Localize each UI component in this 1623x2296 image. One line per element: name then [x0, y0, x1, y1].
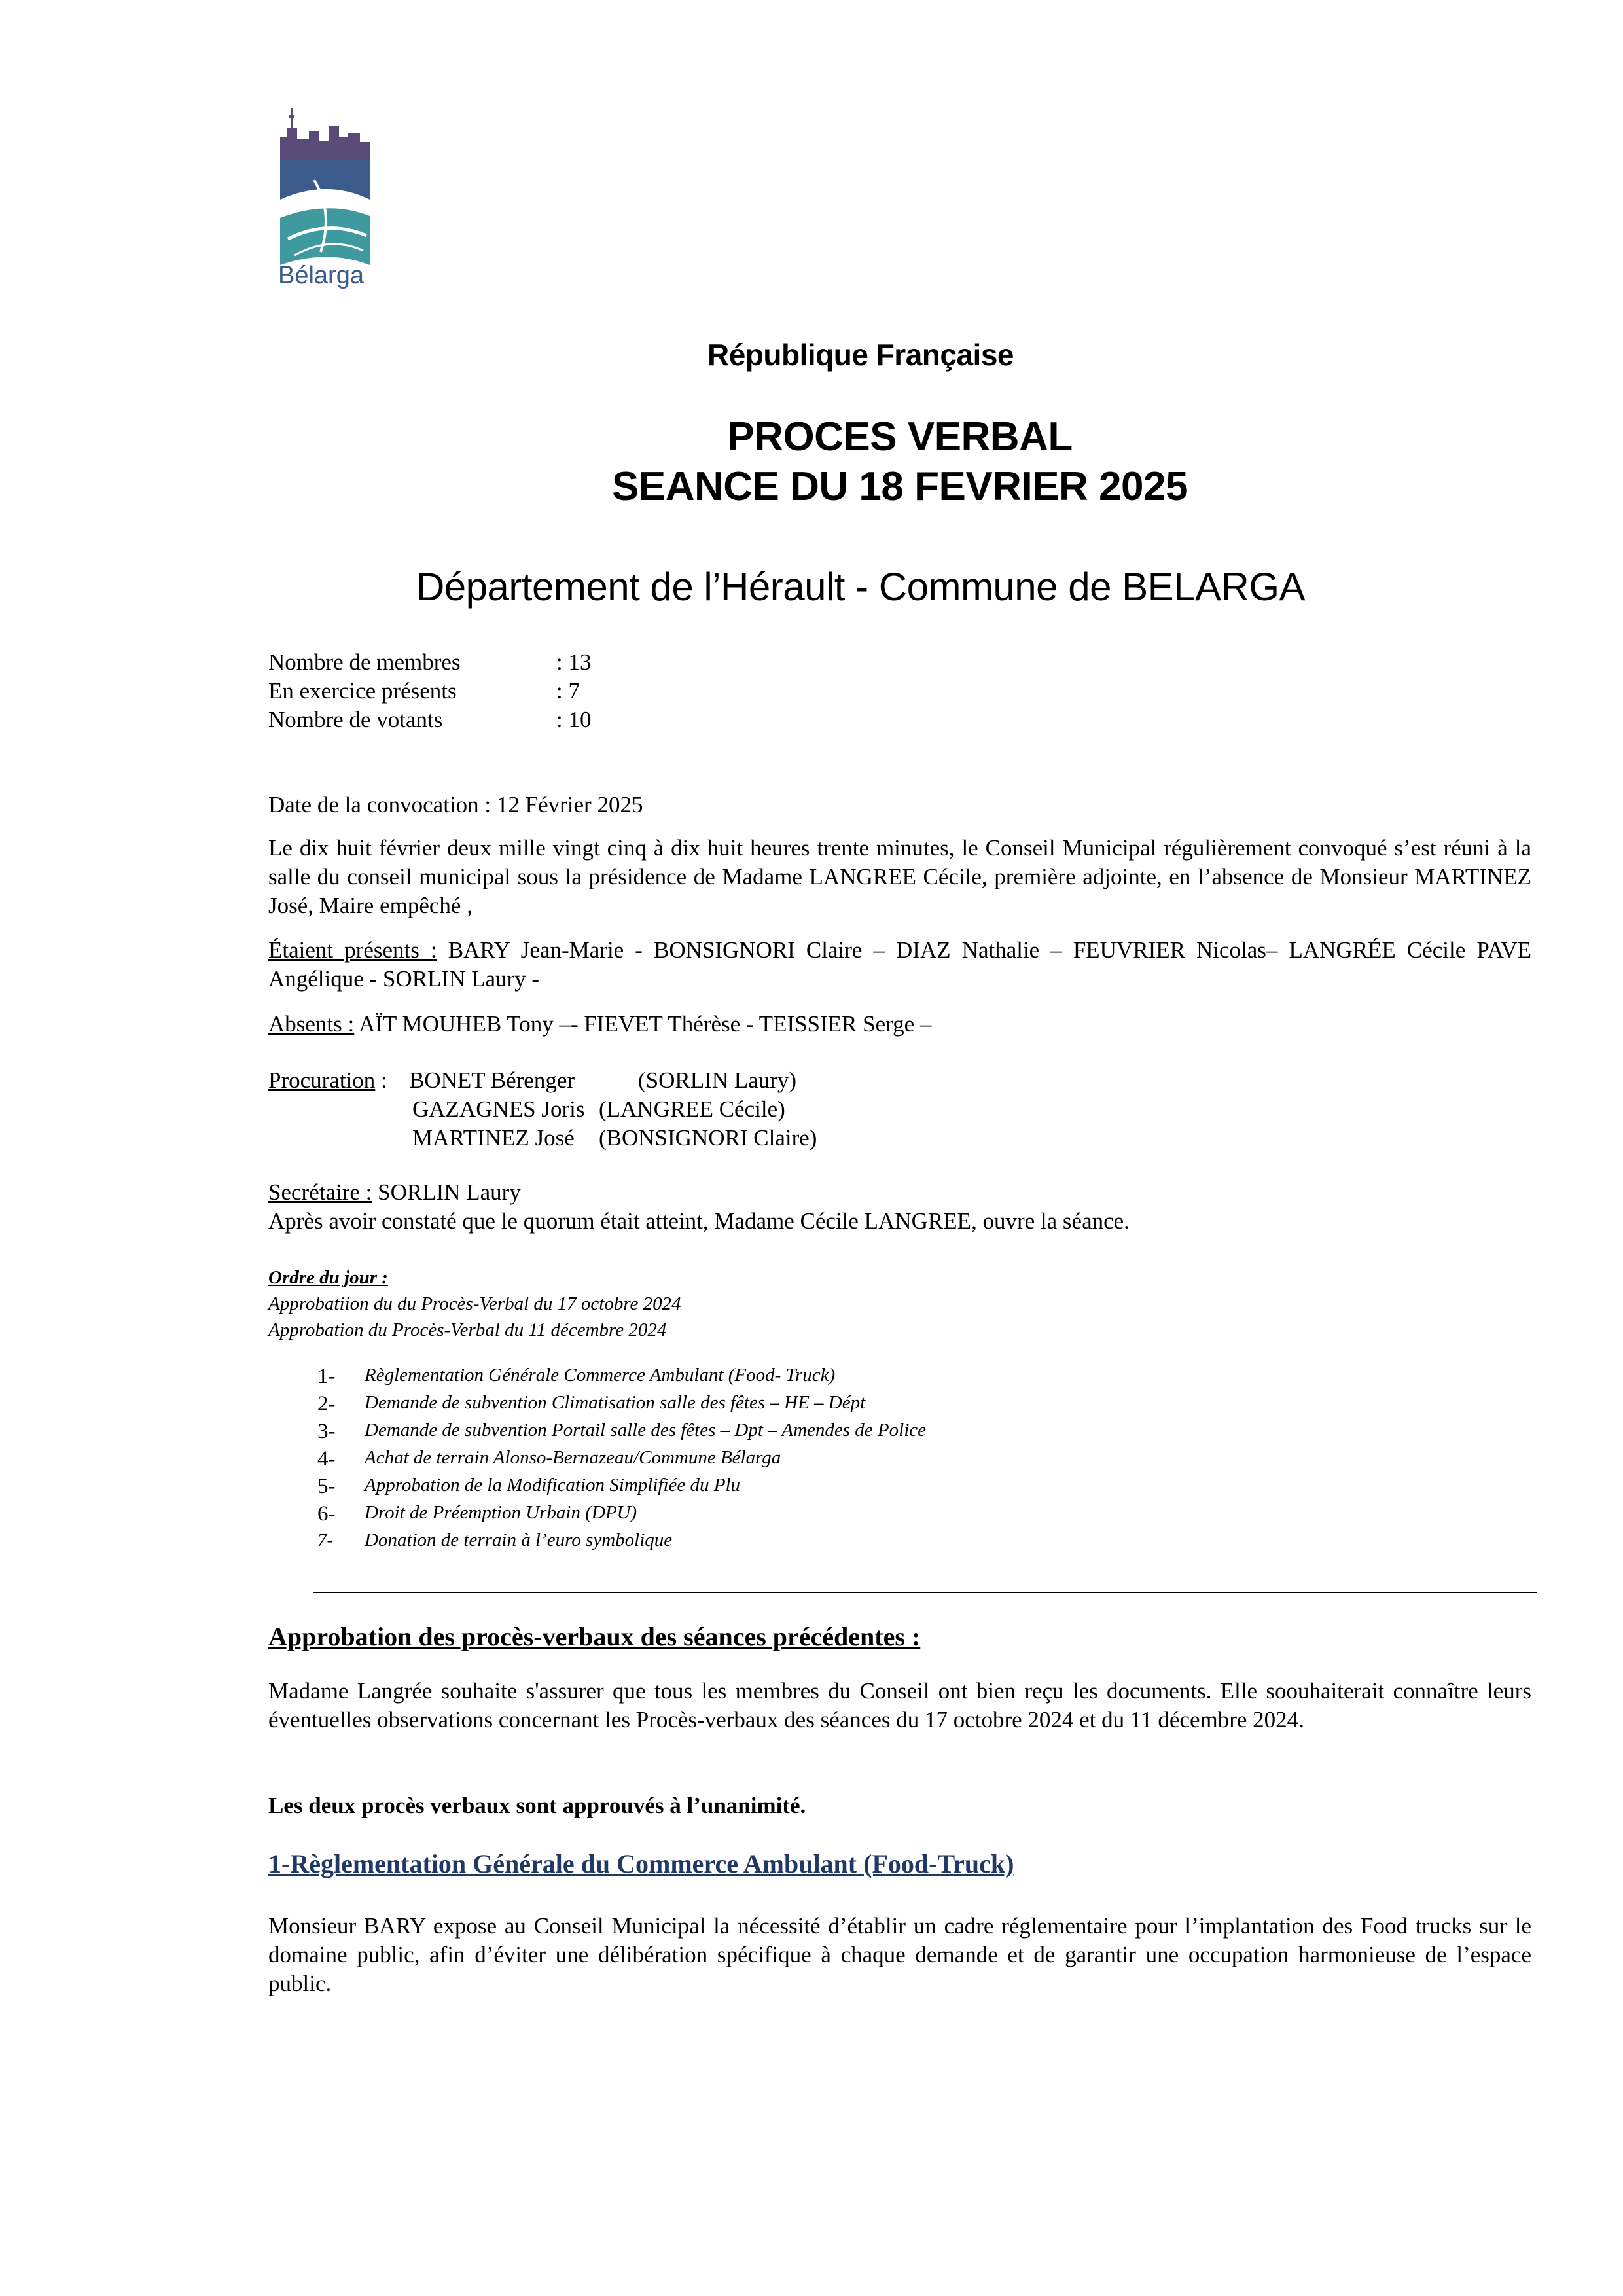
members-label: Nombre de votants [268, 707, 443, 732]
agenda-label: Demande de subvention Climatisation salle des fêtes – HE – Dépt [365, 1392, 866, 1413]
divider [313, 1592, 1537, 1593]
ordre-du-jour [268, 1265, 681, 1343]
ordre-line: Approbatiion du du Procès-Verbal du 17 octobre 2024 [268, 1293, 681, 1314]
department-heading: Département de l’Hérault - Commune de BELARGA [416, 565, 1306, 609]
agenda-label: Achat de terrain Alonso-Bernazeau/Commune Bélarga [365, 1447, 781, 1468]
convocation-date: Date de la convocation : 12 Février 2025 [268, 792, 643, 817]
logo-text: Bélarga [278, 262, 364, 289]
agenda-label: Demande de subvention Portail salle des fêtes – Dpt – Amendes de Police [365, 1420, 926, 1441]
procuration-name: MARTINEZ José [412, 1125, 575, 1151]
secretaire-label: Secrétaire : [268, 1179, 372, 1205]
ordre-line: Approbation du Procès-Verbal du 11 décembre 2024 [268, 1319, 667, 1340]
agenda-label: Règlementation Générale Commerce Ambulant (Food- Truck) [365, 1365, 836, 1386]
presents-label: Étaient présents : [268, 937, 437, 963]
absents-text: AÏT MOUHEB Tony –- FIEVET Thérèse - TEISSIER Serge – [354, 1011, 932, 1037]
republique-heading: République Française [707, 338, 1014, 372]
procuration-label: Procuration [268, 1067, 376, 1093]
section-1-heading: 1-Règlementation Générale du Commerce Ambulant (Food-Truck) [268, 1849, 1014, 1878]
agenda-number: 4- [317, 1447, 336, 1471]
ordre-title: Ordre du jour : [268, 1267, 388, 1288]
agenda-number: 1- [317, 1365, 336, 1388]
absents-label: Absents : [268, 1011, 355, 1037]
agenda-number: 7- [317, 1530, 334, 1551]
members-label: En exercice présents [268, 678, 457, 704]
procuration-name: GAZAGNES Joris [412, 1096, 585, 1122]
title-line-2: SEANCE DU 18 FEVRIER 2025 [612, 464, 1188, 509]
intro-paragraph: Le dix huit février deux mille vingt cinq à dix huit heures trente minutes, le Conseil Municipal régulièrement convoqué s’est réuni à la salle du conseil municipal sous la présidence de Madame LANGREE Cécile, première adjointe, en l’absence de Monsieur MARTINEZ José, Maire empêché , [268, 835, 1531, 918]
agenda-label: Droit de Préemption Urbain (DPU) [365, 1502, 637, 1523]
presents-text: BARY Jean-Marie - BONSIGNORI Claire – DIAZ Nathalie – FEUVRIER Nicolas– LANGRÉE Cécile PAVE Angélique - SORLIN Laury - [268, 937, 1531, 992]
agenda-label: Approbation de la Modification Simplifiée du Plu [365, 1475, 741, 1496]
procuration-block [268, 1066, 1054, 1158]
members-label: Nombre de membres [268, 649, 461, 675]
procuration-representative: (LANGREE Cécile) [599, 1096, 785, 1122]
secretaire-line [268, 1178, 521, 1207]
procuration-colon: : [375, 1067, 387, 1093]
absents-paragraph [268, 1010, 931, 1039]
approbation-heading: Approbation des procès-verbaux des séances précédentes : [268, 1622, 921, 1651]
agenda-number: 2- [317, 1392, 336, 1416]
presents-paragraph [268, 936, 1531, 994]
members-value: : 10 [556, 707, 592, 732]
procuration-representative: (BONSIGNORI Claire) [599, 1125, 817, 1151]
members-value: : 13 [556, 649, 592, 675]
agenda-label: Donation de terrain à l’euro symbolique [365, 1530, 673, 1551]
quorum-line: Après avoir constaté que le quorum était atteint, Madame Cécile LANGREE, ouvre la séance. [268, 1208, 1130, 1234]
section-1-paragraph: Monsieur BARY expose au Conseil Municipal la nécessité d’établir un cadre réglementaire pour l’implantation des Food trucks sur le domaine public, afin d’éviter une délibération spécifique à chaque demande et de garantir une occupation harmonieuse de l’espace public. [268, 1913, 1531, 1996]
agenda-number: 3- [317, 1420, 336, 1443]
agenda-number: 5- [317, 1475, 336, 1498]
procuration-representative: (SORLIN Laury) [638, 1067, 797, 1093]
title-line-1: PROCES VERBAL [727, 414, 1073, 459]
approbation-paragraph: Madame Langrée souhaite s'assurer que tous les membres du Conseil ont bien reçu les documents. Elle soouhaiterait connaître leurs éventuelles observations concernant les Procès-verbaux des séances du 17 octobre 2024 et du 11 décembre 2024. [268, 1678, 1531, 1732]
secretaire-name: SORLIN Laury [372, 1179, 521, 1205]
agenda-number: 6- [317, 1502, 336, 1526]
members-value: : 7 [556, 678, 580, 704]
procuration-name: BONET Bérenger [409, 1067, 575, 1093]
approbation-result: Les deux procès verbaux sont approuvés à l’unanimité. [268, 1793, 806, 1818]
